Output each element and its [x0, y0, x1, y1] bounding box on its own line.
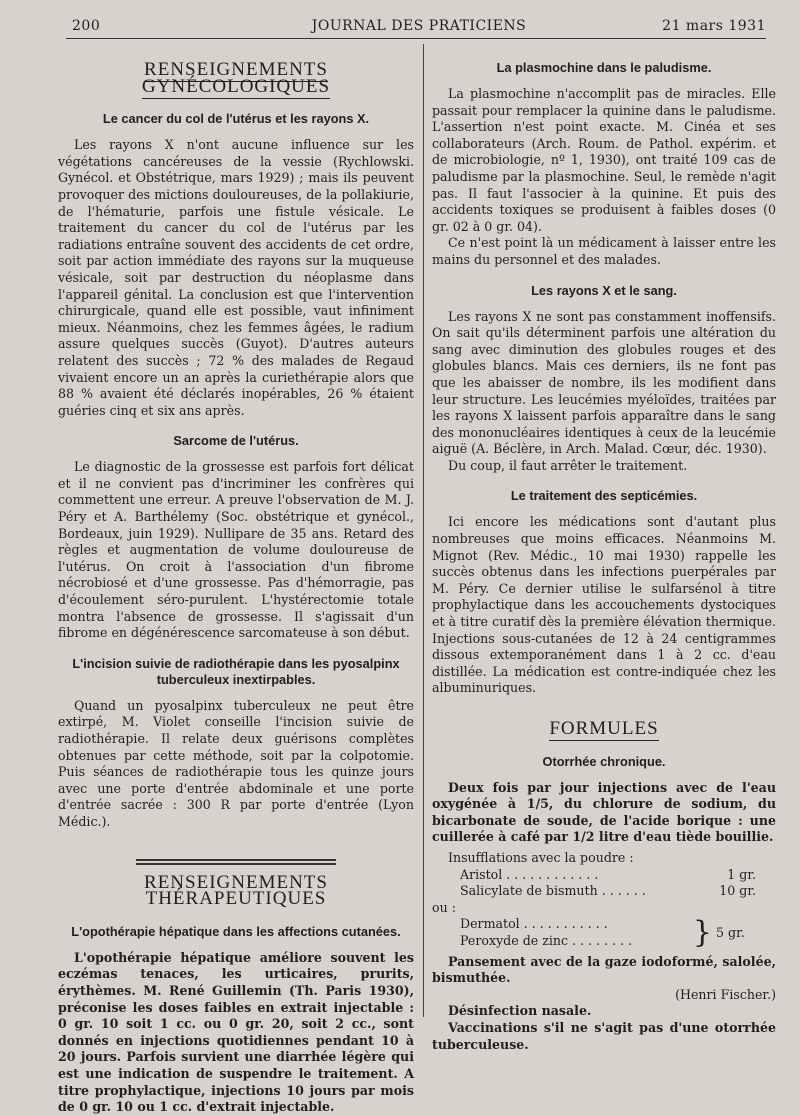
insufflations-label: Insufflations avec la poudre :: [448, 849, 634, 865]
article-body-rayons-sang-2: Du coup, il faut arrêter le traitement.: [448, 457, 688, 473]
author-signature: (Henri Fischer.): [675, 986, 776, 1002]
formula-ingredient: Salicylate de bismuth . . . . . .: [460, 883, 646, 899]
article-body-incision: Quand un pyosalpinx tuberculeux ne peut être extirpé, M. Violet conseille l'incision suivie de radiothérapie. Il relate deux guérisons complètes obtenues par cette méthode, soit par la colpotomie. Puis séances de radiothérapie tous les quinze jours avec une porte d'entrée abdominale et une porte d'entrée sacrée : 300 R par porte d'entrée (Lyon Médic.).: [58, 697, 414, 829]
article-title-plasmochine: La plasmochine dans le paludisme.: [496, 60, 712, 75]
article-body-plasmochine: La plasmochine n'accomplit pas de miracles. Elle passait pour remplacer la quinine dans le paludisme. L'assertion n'est point exacte. M. Cinéa et ses collaborateurs (Arch. Roum. de Pathol. expérim. et de microbiologie, nº 1, 1930), ont traité 109 cas de paludisme par la plasmochine. Seul, le remède n'agit pas. Il faut l'associer à la quinine. Et puis des accidents toxiques se produisent à faibles doses (0 gr. 02 à 0 gr. 04).: [432, 86, 776, 234]
formula-ingredient: Dermatol . . . . . . . . . . .: [460, 916, 608, 932]
vaccinations-text: Vaccinations s'il ne s'agit pas d'une otorrhée tuberculeuse.: [432, 1019, 776, 1052]
article-title-otorrhee: Otorrhée chronique.: [542, 753, 666, 769]
section-separator: [136, 859, 336, 865]
brace-symbol: }: [692, 914, 712, 950]
formula-row-bismuth: [448, 883, 776, 900]
article-title-septicemies: Le traitement des septicémies.: [510, 488, 698, 504]
section-title-formules: FORMULES: [549, 718, 659, 739]
header-rule: [66, 38, 766, 39]
article-title-rayons-sang: Les rayons X et le sang.: [531, 282, 677, 298]
formula-row-pair: [460, 916, 776, 949]
formula-row-aristol: [448, 867, 776, 884]
formula-ingredient: Peroxyde de zinc . . . . . . . .: [460, 932, 633, 948]
article-body-opotherapie: L'opothérapie hépatique améliore souvent les eczémas tenaces, les urticaires, prurits, érythèmes. M. René Guillemin (Th. Paris 1930), préconise les doses faibles en extrait injectable : 0 gr. 10 soit 1 cc. ou 0 gr. 20, soit 2 cc., sont donnés en injections quotidiennes pendant 10 à 20 jours. Parfois survient une diarrhée légère qui est une indication de suspendre le traitement. A titre prophylactique, injections 10 jours par mois de 0 gr. 10 ou 1 cc. d'extrait injectable.: [58, 949, 414, 1115]
article-title-cancer: Le cancer du col de l'utérus et les rayons X.: [102, 111, 370, 127]
section-title-gynecologiques: RENSEIGNEMENTS GYNÉCOLOGIQUES: [141, 59, 331, 97]
journal-title: JOURNAL DES PRATICIENS: [311, 18, 527, 34]
article-body-cancer: Les rayons X n'ont aucune influence sur les végétations cancéreuses de la vessie (Rychlowski. Gynécol. et Obstétrique, mars 1929) ; mais ils peuvent provoquer des mictions douloureuses, de la pollakiurie, de l'hématurie, parfois une fistule vésicale. Le traitement du cancer du col de l'utérus par les radiations entraîne souvent des accidents de cet ordre, soit par action immédiate des rayons sur la muqueuse vésicale, soit par destruction du néoplasme dans l'appareil génital. La conclusion est que l'intervention chirurgicale, quand elle est possible, vaut infiniment mieux. Néanmoins, chez les femmes âgées, le radium assure quelques succès (Guyot). D'autres auteurs relatent des succès ; 72 % des malades de Regaud vivaient encore un an après la curiethérapie alors que 88 % avaient été déclarés inopérables, 26 % étaient guéries cinq et six ans après.: [58, 137, 414, 418]
desinfection-text: Désinfection nasale.: [448, 1003, 592, 1019]
article-body-plasmochine-2: Ce n'est point là un médicament à laisser entre les mains du personnel et des malades.: [432, 235, 776, 267]
article-body-otorrhee: Deux fois par jour injections avec de l'eau oxygénée à 1/5, du chlorure de sodium, du bicarbonate de soude, de l'acide borique : une cuillerée à café par 1/2 litre d'eau tiède bouillie.: [432, 779, 776, 845]
left-column: [58, 46, 414, 1116]
article-title-opotherapie: L'opothérapie hépatique dans les affections cutanées.: [71, 923, 401, 939]
column-divider: [423, 44, 424, 1017]
issue-date: 21 mars 1931: [662, 18, 766, 34]
formula-amount: 5 gr.: [716, 924, 745, 940]
section-title-therapeutiques: RENSEIGNEMENTS THÉRAPEUTIQUES: [144, 871, 328, 910]
article-body-septicemies: Ici encore les médications sont d'autant plus nombreuses que moins efficaces. Néanmoins M. Mignot (Rev. Médic., 10 mai 1930) rappelle les succès obtenus dans les infections puerpérales par M. Péry. Ce dernier utilise le sulfarsénol à titre prophylactique dans les accouchements dystociques et à titre curatif dès la première élévation thermique. Injections sous-cutanées de 12 à 24 centigrammes dissous extemporanément dans 1 à 2 cc. d'eau distillée. La médication est contre-indiquée chez les albuminuriques.: [432, 514, 776, 696]
article-body-sarcome: Le diagnostic de la grossesse est parfois fort délicat et il ne convient pas d'incriminer les confrères qui commettent une erreur. A preuve l'observation de M. J. Péry et A. Barthélemy (Soc. obstétrique et gynécol., Bordeaux, juin 1929). Nullipare de 35 ans. Retard des règles et augmentation de volume douloureuse de l'utérus. On croit à l'association d'un fibrome nécrobiosé et d'une grossesse. Pas d'hémorragie, pas d'écoulement séro-purulent. L'hystérectomie totale montra l'absence de grossesse. Il s'agissait d'un fibrome en dégénérescence sarcomateuse à son début.: [58, 459, 414, 641]
right-column: [432, 46, 776, 1053]
pansement-text: Pansement avec de la gaze iodoformé, salolée, bismuthée.: [432, 953, 776, 986]
page-header: [72, 18, 766, 40]
article-title-incision: L'incision suivie de radiothérapie dans les pyosalpinx tuberculeux inextirpables.: [72, 655, 400, 687]
article-title-sarcome: Sarcome de l'utérus.: [173, 433, 299, 449]
article-body-rayons-sang: Les rayons X ne sont pas constamment inoffensifs. On sait qu'ils déterminent parfois une altération du sang avec diminution des globules rouges et des globules blancs. Mais ces derniers, ils ne font pas que les abaisser de nombre, ils les modifient dans leur structure. Les leucémies myéloïdes, traitées par les rayons X laissent parfois apparaître dans le sang des mononucléaires identiques à ceux de la leucémie aiguë (A. Béclère, in Arch. Malad. Cœur, déc. 1930).: [432, 308, 776, 457]
formula-or: ou :: [432, 899, 456, 915]
formula-amount: 10 gr.: [719, 883, 756, 899]
formula-amount: 1 gr.: [727, 866, 756, 882]
formula-ingredient: Aristol . . . . . . . . . . . .: [460, 866, 599, 882]
page-number: 200: [72, 18, 101, 34]
formula-table: [432, 849, 776, 950]
